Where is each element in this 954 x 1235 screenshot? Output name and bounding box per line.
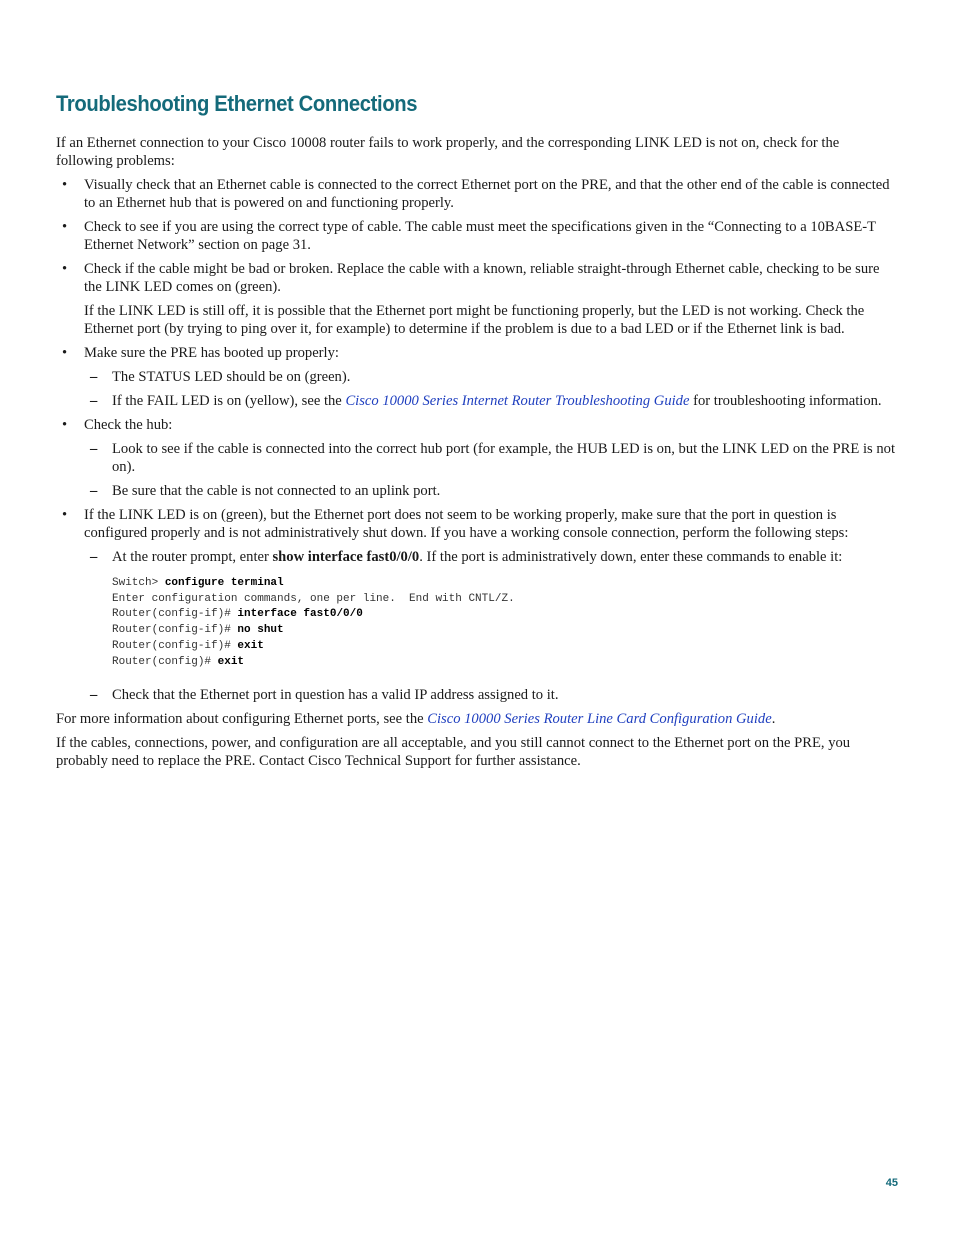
list-item-text: Check to see if you are using the correct type of cable. The cable must meet the specifications given in the “Connecting to a 10BASE-T Ethernet Network” section on page 31. <box>84 219 876 253</box>
troubleshooting-guide-link[interactable]: Cisco 10000 Series Internet Router Troubleshooting Guide <box>345 393 690 409</box>
paragraph-text: For more information about configuring Ethernet ports, see the <box>56 711 428 728</box>
dash-mark: – <box>90 483 98 499</box>
problem-checklist <box>56 176 898 704</box>
dash-mark: – <box>90 369 98 385</box>
code-prompt: Switch> <box>112 577 165 589</box>
more-info-paragraph <box>56 710 898 728</box>
code-prompt: Router(config-if)# <box>112 624 238 637</box>
code-command: exit <box>217 655 245 668</box>
list-item-text: Check if the cable might be bad or broken. Replace the cable with a known, reliable straight-through Ethernet cable, checking to be sure the LINK LED comes on (green). <box>84 261 880 295</box>
dash-mark: – <box>90 549 98 565</box>
sub-list-item-text: Be sure that the cable is not connected to an uplink port. <box>112 483 441 499</box>
list-item <box>56 416 898 500</box>
paragraph-text: . <box>771 711 776 728</box>
sub-list-item-text: Check that the Ethernet port in question has a valid IP address assigned to it. <box>112 687 559 704</box>
list-item-text: Check the hub: <box>84 417 173 433</box>
sub-list-item-text: for troubleshooting information. <box>689 393 882 409</box>
bullet-mark: • <box>62 417 68 433</box>
line-card-guide-link[interactable]: Cisco 10000 Series Router Line Card Configuration Guide <box>427 711 772 728</box>
sub-list-item <box>84 482 898 500</box>
sub-list-item-text: If the FAIL LED is on (yellow), see the <box>112 393 346 409</box>
sub-list-item-text: The STATUS LED should be on (green). <box>112 369 351 385</box>
sub-list <box>84 440 898 500</box>
code-output: Enter configuration commands, one per line. End with CNTL/Z. <box>112 592 515 605</box>
sub-list-item-text: . If the port is administratively down, enter these commands to enable it: <box>419 549 843 565</box>
sub-list-item <box>84 392 898 410</box>
list-item-text: Make sure the PRE has booted up properly: <box>84 345 339 361</box>
list-item <box>56 506 898 704</box>
sub-list-item <box>84 368 898 386</box>
sub-list-item <box>84 440 898 476</box>
code-block <box>112 576 898 670</box>
list-item <box>56 260 898 338</box>
bullet-mark: • <box>62 177 68 193</box>
code-prompt: Router(config-if)# <box>112 639 238 652</box>
closing-paragraph: If the cables, connections, power, and configuration are all acceptable, and you still cannot connect to the Ethernet port on the PRE, you probably need to replace the PRE. Contact Cisco Technical Support for further assistance. <box>56 735 851 770</box>
sub-list <box>84 368 898 410</box>
document-body <box>56 134 898 776</box>
code-command: configure terminal <box>164 577 284 589</box>
bullet-mark: • <box>62 507 68 523</box>
list-item-text: If the LINK LED is on (green), but the Ethernet port does not seem to be working properly, make sure that the port in question is configured properly and is not administratively shut down. If you have a working console connection, perform the following steps: <box>84 507 849 541</box>
list-item <box>56 344 898 410</box>
sub-list-item-text: At the router prompt, enter <box>112 549 273 565</box>
code-command: interface fast0/0/0 <box>237 608 363 621</box>
bullet-mark: • <box>62 345 68 361</box>
sub-list <box>84 548 898 704</box>
bullet-mark: • <box>62 219 68 235</box>
intro-paragraph: If an Ethernet connection to your Cisco 10008 router fails to work properly, and the corresponding LINK LED is not on, check for the following problems: <box>56 135 840 169</box>
page-number: 45 <box>885 1177 898 1189</box>
dash-mark: – <box>90 393 98 409</box>
code-prompt: Router(config)# <box>112 655 218 668</box>
list-item <box>56 176 898 212</box>
list-item <box>56 218 898 254</box>
dash-mark: – <box>90 687 98 704</box>
bullet-mark: • <box>62 261 68 277</box>
sub-list-item <box>84 686 898 704</box>
page-title: Troubleshooting Ethernet Connections <box>56 91 418 116</box>
code-command: exit <box>237 639 264 652</box>
dash-mark: – <box>90 441 98 457</box>
list-item-note: If the LINK LED is still off, it is possible that the Ethernet port might be functioning properly, but the LED is not working. Check the Ethernet port (by trying to ping over it, for example) to determine if the problem is due to a bad LED or if the Ethernet link is bad. <box>84 303 865 337</box>
code-command: no shut <box>237 624 284 637</box>
command-text: show interface fast0/0/0 <box>272 549 420 565</box>
code-prompt: Router(config-if)# <box>112 608 238 621</box>
sub-list-item-text: Look to see if the cable is connected into the correct hub port (for example, the HUB LED is on, but the LINK LED on the PRE is not on). <box>112 441 896 475</box>
sub-list-item <box>84 548 898 670</box>
list-item-text: Visually check that an Ethernet cable is connected to the correct Ethernet port on the PRE, and that the other end of the cable is connected to an Ethernet hub that is powered on and functioning properly. <box>84 177 890 211</box>
